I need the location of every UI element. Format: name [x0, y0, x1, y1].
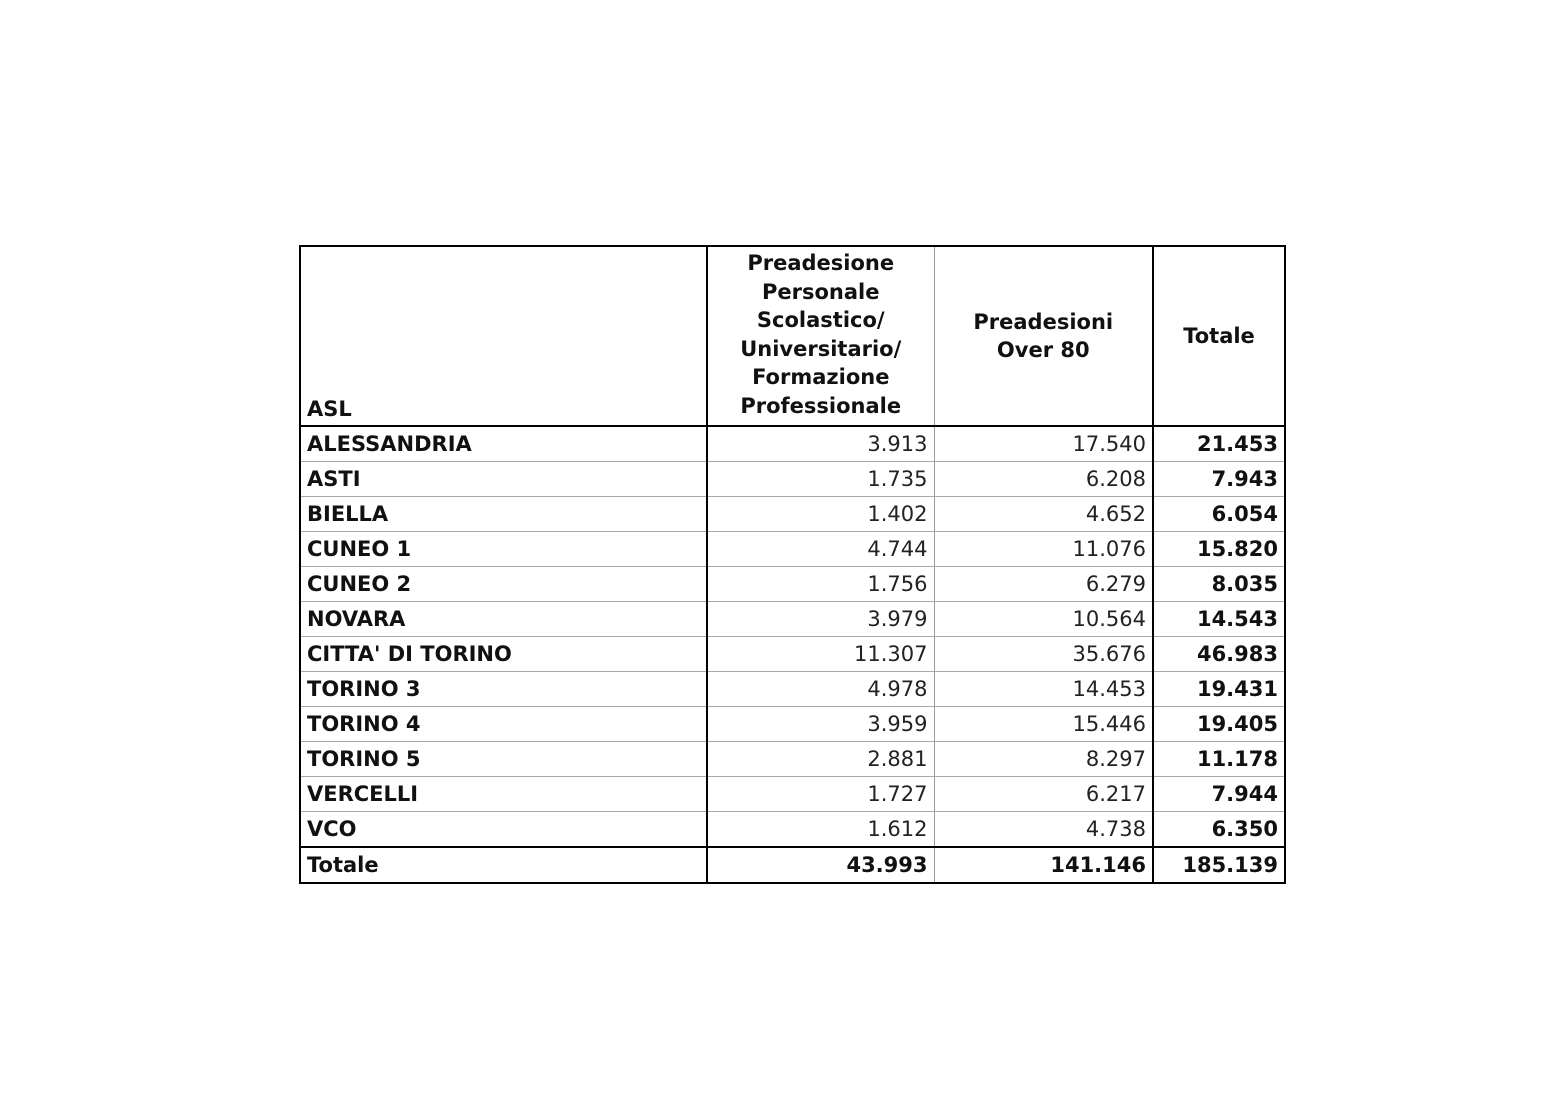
over80-cell: 4.738 — [934, 812, 1153, 848]
totale-cell: 7.943 — [1153, 462, 1285, 497]
over80-cell: 4.652 — [934, 497, 1153, 532]
totale-cell: 46.983 — [1153, 637, 1285, 672]
header-preadesione-line: Personale — [762, 279, 880, 304]
asl-name-cell: NOVARA — [300, 602, 707, 637]
asl-name-cell: CUNEO 2 — [300, 567, 707, 602]
preadesione-cell: 3.979 — [707, 602, 934, 637]
asl-name-cell: ASTI — [300, 462, 707, 497]
header-row — [300, 246, 1285, 426]
totale-cell: 6.054 — [1153, 497, 1285, 532]
preadesione-cell: 2.881 — [707, 742, 934, 777]
asl-name-cell: CUNEO 1 — [300, 532, 707, 567]
grand-total-cell: 185.139 — [1153, 847, 1285, 883]
table-row — [300, 742, 1285, 777]
totale-cell: 7.944 — [1153, 777, 1285, 812]
header-preadesione-line: Universitario/ — [740, 336, 902, 361]
asl-name-cell: BIELLA — [300, 497, 707, 532]
header-over80-line: Preadesioni — [973, 309, 1114, 334]
totale-cell: 19.431 — [1153, 672, 1285, 707]
table-row — [300, 567, 1285, 602]
table-row — [300, 707, 1285, 742]
total-over80-cell: 141.146 — [934, 847, 1153, 883]
table-row — [300, 462, 1285, 497]
header-preadesione-line: Formazione — [752, 365, 890, 389]
header-preadesioni-over80 — [934, 246, 1153, 426]
table-row — [300, 426, 1285, 462]
preadesione-cell: 1.735 — [707, 462, 934, 497]
header-preadesione-line: Professionale — [740, 393, 902, 418]
preadesione-cell: 3.913 — [707, 426, 934, 462]
preadesione-cell: 4.978 — [707, 672, 934, 707]
header-preadesione-line: Scolastico/ — [756, 308, 885, 332]
total-row — [300, 847, 1285, 883]
header-preadesione-personale — [707, 246, 934, 426]
asl-name-cell: TORINO 4 — [300, 707, 707, 742]
table-row — [300, 812, 1285, 848]
table-row — [300, 637, 1285, 672]
asl-name-cell: VCO — [300, 812, 707, 848]
preadesione-cell: 11.307 — [707, 637, 934, 672]
total-preadesione-cell: 43.993 — [707, 847, 934, 883]
header-totale: Totale — [1153, 246, 1285, 426]
preadesione-cell: 3.959 — [707, 707, 934, 742]
totale-cell: 6.350 — [1153, 812, 1285, 848]
over80-cell: 17.540 — [934, 426, 1153, 462]
asl-name-cell: ALESSANDRIA — [300, 426, 707, 462]
totale-cell: 8.035 — [1153, 567, 1285, 602]
preadesione-cell: 1.727 — [707, 777, 934, 812]
header-over80-line: Over 80 — [996, 338, 1090, 362]
preadesione-cell: 1.756 — [707, 567, 934, 602]
asl-table — [299, 245, 1286, 884]
over80-cell: 6.208 — [934, 462, 1153, 497]
total-label-cell: Totale — [300, 847, 707, 883]
preadesione-cell: 4.744 — [707, 532, 934, 567]
table-row — [300, 602, 1285, 637]
over80-cell: 15.446 — [934, 707, 1153, 742]
totale-cell: 14.543 — [1153, 602, 1285, 637]
asl-name-cell: TORINO 3 — [300, 672, 707, 707]
over80-cell: 10.564 — [934, 602, 1153, 637]
over80-cell: 11.076 — [934, 532, 1153, 567]
over80-cell: 35.676 — [934, 637, 1153, 672]
preadesione-cell: 1.612 — [707, 812, 934, 848]
totale-cell: 21.453 — [1153, 426, 1285, 462]
over80-cell: 6.217 — [934, 777, 1153, 812]
totale-cell: 15.820 — [1153, 532, 1285, 567]
over80-cell: 6.279 — [934, 567, 1153, 602]
header-preadesione-line: Preadesione — [747, 251, 895, 275]
table-row — [300, 497, 1285, 532]
over80-cell: 8.297 — [934, 742, 1153, 777]
table-row — [300, 532, 1285, 567]
asl-name-cell: VERCELLI — [300, 777, 707, 812]
totale-cell: 19.405 — [1153, 707, 1285, 742]
table-row — [300, 672, 1285, 707]
asl-name-cell: CITTA' DI TORINO — [300, 637, 707, 672]
header-asl: ASL — [300, 246, 707, 426]
asl-name-cell: TORINO 5 — [300, 742, 707, 777]
preadesione-cell: 1.402 — [707, 497, 934, 532]
over80-cell: 14.453 — [934, 672, 1153, 707]
totale-cell: 11.178 — [1153, 742, 1285, 777]
table-row — [300, 777, 1285, 812]
